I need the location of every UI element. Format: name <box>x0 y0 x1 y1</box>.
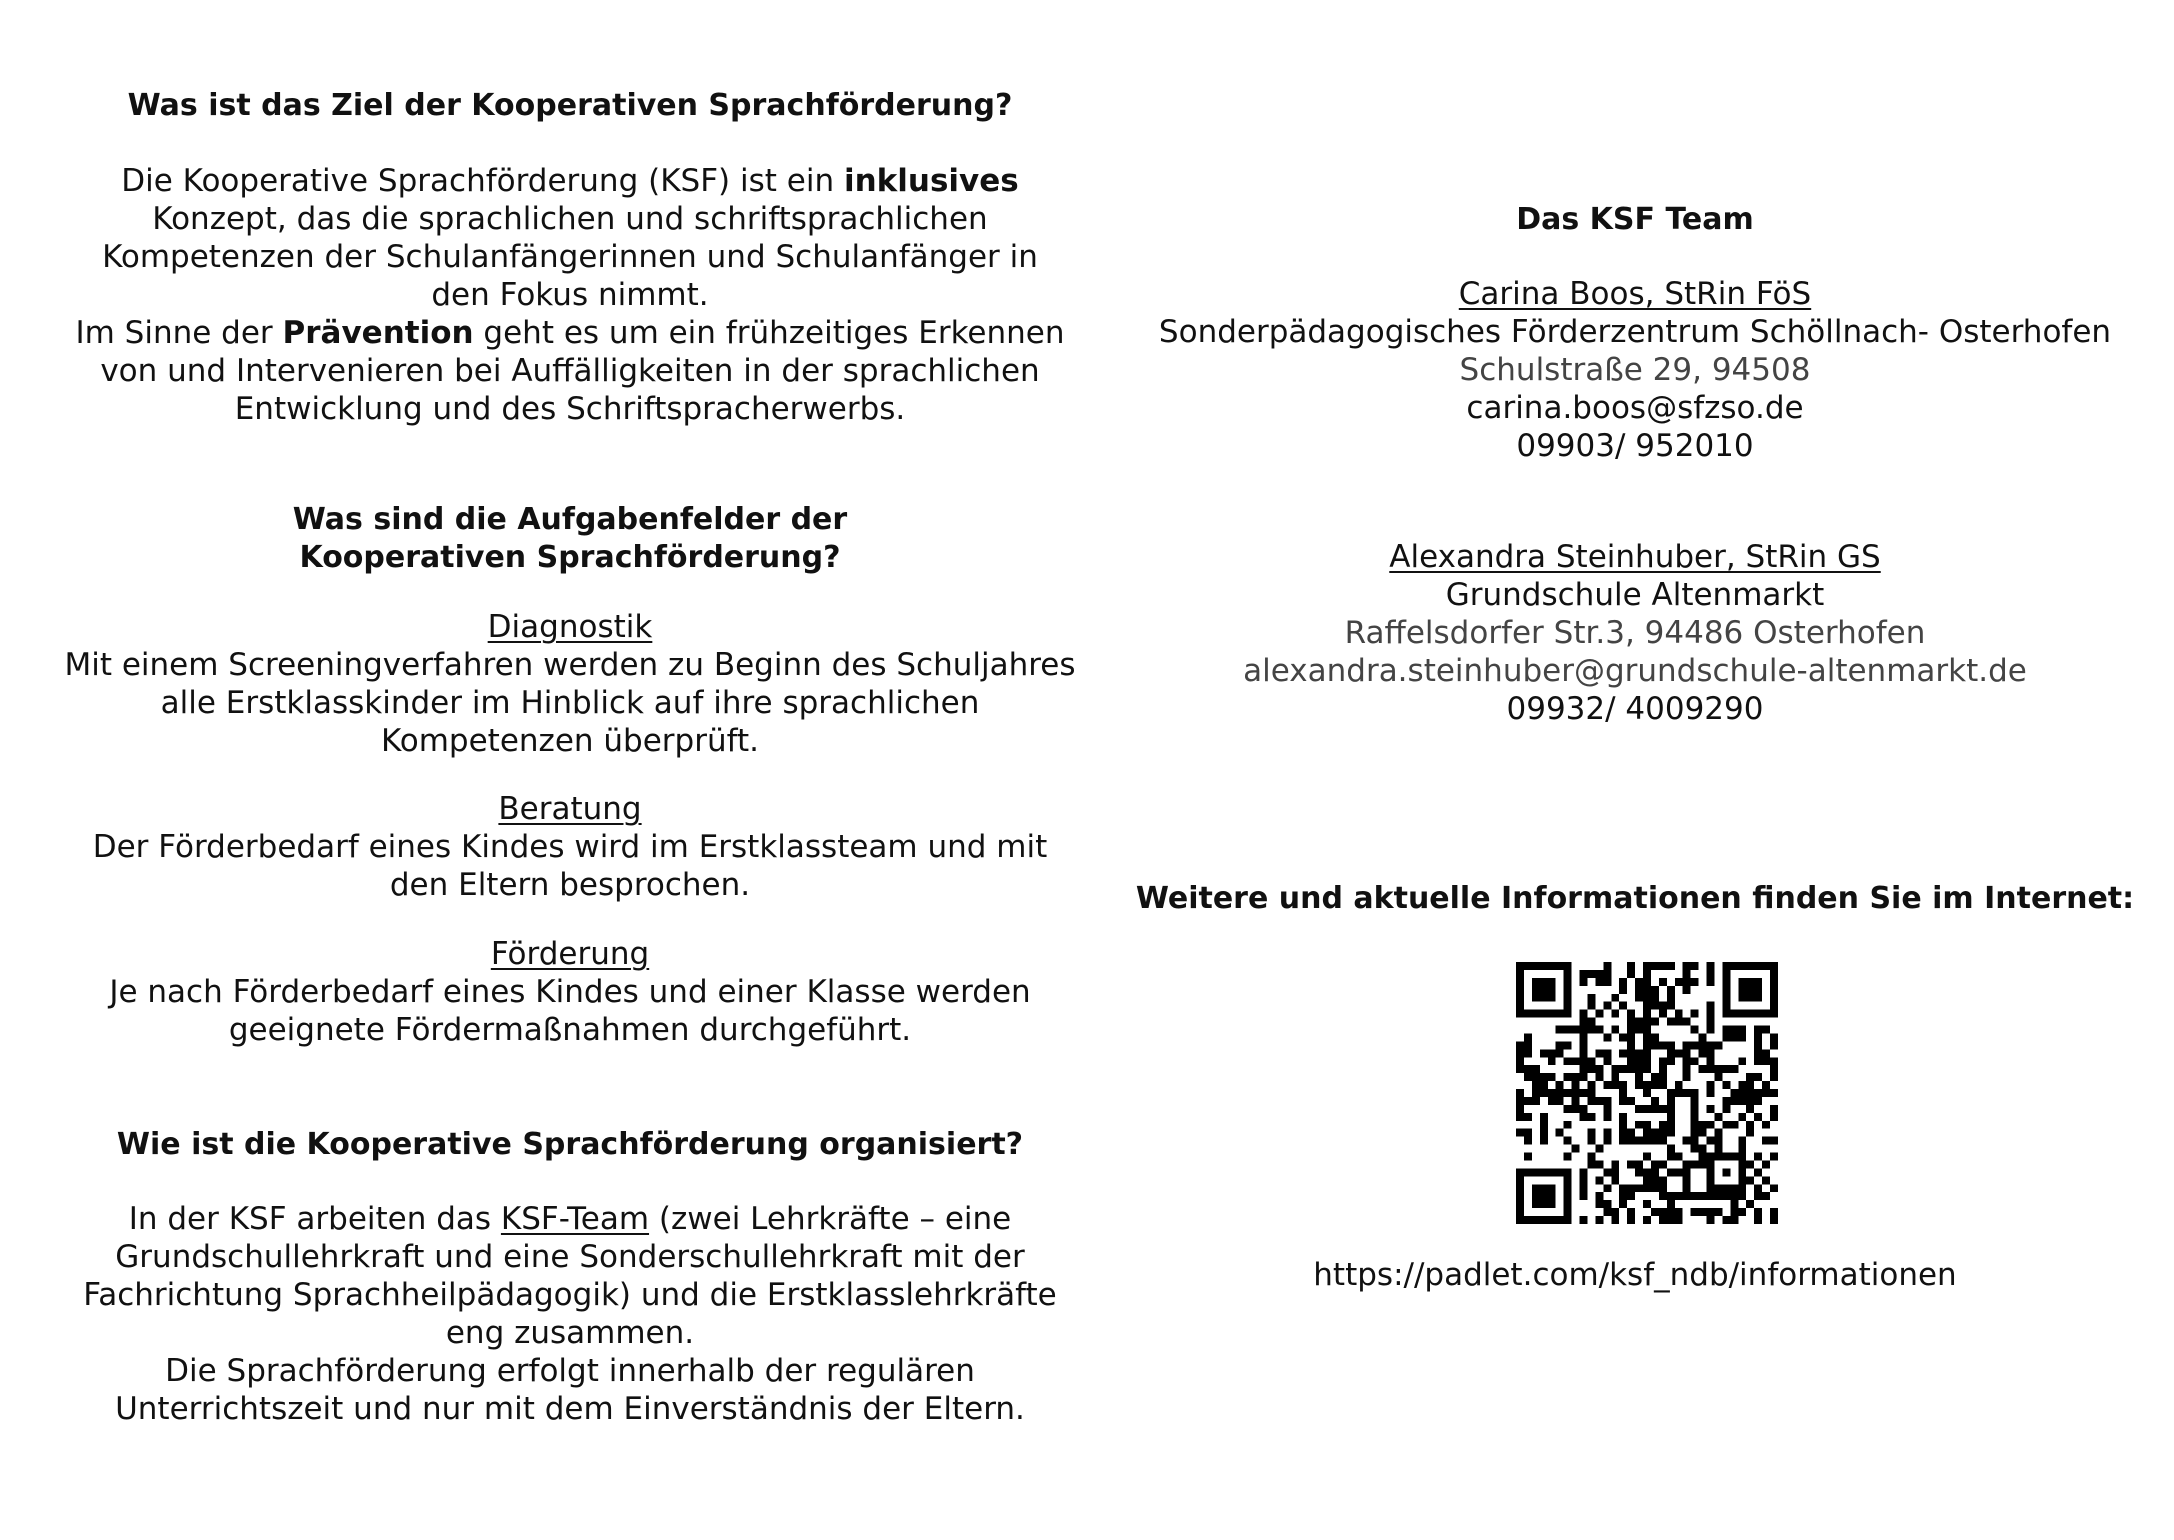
contact-steinhuber <box>1125 538 2145 728</box>
paragraph-einverstaendnis: Die Sprachförderung erfolgt innerhalb der regulären Unterrichtszeit und nur mit dem Einverständnis der Eltern. <box>115 1353 1025 1427</box>
paragraph-praevention-text-2: geht es um ein frühzeitiges Erkennen von und Intervenieren bei Auffälligkeiten in der sprachlichen Entwicklung und des Schriftspracherwerbs. <box>100 315 1065 427</box>
paragraph-praevention-text-1: Im Sinne der <box>75 315 283 351</box>
paragraph-organisation-text-2: (zwei Lehrkräfte – eine Grundschullehrkraft und eine Sonderschullehrkraft mit der Fachrichtung Sprachheilpädagogik) und die Erstklasslehrkräfte eng zusammen. <box>83 1201 1057 1351</box>
qr-code-icon[interactable] <box>1516 962 1778 1224</box>
paragraph-ziel-text-1: Die Kooperative Sprachförderung (KSF) ist ein <box>121 163 844 199</box>
contact-name: Alexandra Steinhuber, StRin GS <box>1389 539 1881 575</box>
contact-institution: Sonderpädagogisches Förderzentrum Schöllnach- Osterhofen <box>1158 314 2112 350</box>
contact-email[interactable]: alexandra.steinhuber@grundschule-altenmarkt.de <box>1243 653 2027 689</box>
contact-boos <box>1125 275 2145 465</box>
task-title-foerderung: Förderung <box>490 936 650 972</box>
task-diagnostik <box>60 608 1080 760</box>
contact-address: Schulstraße 29, 94508 <box>1459 352 1811 388</box>
heading-aufgabenfelder: Was sind die Aufgabenfelder der Kooperativen Sprachförderung? <box>292 502 848 575</box>
task-foerderung <box>60 935 1080 1049</box>
heading-organisation: Wie ist die Kooperative Sprachförderung organisiert? <box>116 1127 1024 1162</box>
task-title-diagnostik: Diagnostik <box>487 609 653 645</box>
contact-name: Carina Boos, StRin FöS <box>1458 276 1812 312</box>
task-beratung <box>60 790 1080 904</box>
contact-phone: 09932/ 4009290 <box>1506 691 1764 727</box>
contact-email[interactable]: carina.boos@sfzso.de <box>1466 390 1804 426</box>
bold-inklusives: inklusives <box>843 163 1019 199</box>
heading-ziel: Was ist das Ziel der Kooperativen Sprachförderung? <box>127 88 1013 123</box>
task-text-diagnostik: Mit einem Screeningverfahren werden zu Beginn des Schuljahres alle Erstklasskinder im Hinblick auf ihre sprachlichen Kompetenzen überprüft. <box>64 647 1076 759</box>
task-text-beratung: Der Förderbedarf eines Kindes wird im Erstklassteam und mit den Eltern besprochen. <box>92 829 1048 903</box>
task-text-foerderung: Je nach Förderbedarf eines Kindes und einer Klasse werden geeignete Fördermaßnahmen durchgeführt. <box>109 974 1031 1048</box>
paragraph-organisation-text-1: In der KSF arbeiten das <box>128 1201 501 1237</box>
padlet-url[interactable]: https://padlet.com/ksf_ndb/informationen <box>1313 1257 1957 1293</box>
task-title-beratung: Beratung <box>498 791 642 827</box>
heading-ksf-team: Das KSF Team <box>1516 202 1754 237</box>
heading-weitere-informationen: Weitere und aktuelle Informationen finden Sie im Internet: <box>1135 881 2135 916</box>
contact-institution: Grundschule Altenmarkt <box>1445 577 1825 613</box>
bold-praevention: Prävention <box>282 315 474 351</box>
ksf-team-link[interactable]: KSF-Team <box>500 1201 650 1237</box>
paragraph-organisation <box>60 1200 1080 1352</box>
paragraph-ziel <box>60 162 1080 314</box>
contact-phone: 09903/ 952010 <box>1516 428 1754 464</box>
paragraph-ziel-text-2: Konzept, das die sprachlichen und schriftsprachlichen Kompetenzen der Schulanfängerinnen und Schulanfänger in den Fokus nimmt. <box>102 201 1038 313</box>
paragraph-praevention <box>60 314 1080 428</box>
contact-address: Raffelsdorfer Str.3, 94486 Osterhofen <box>1344 615 1926 651</box>
